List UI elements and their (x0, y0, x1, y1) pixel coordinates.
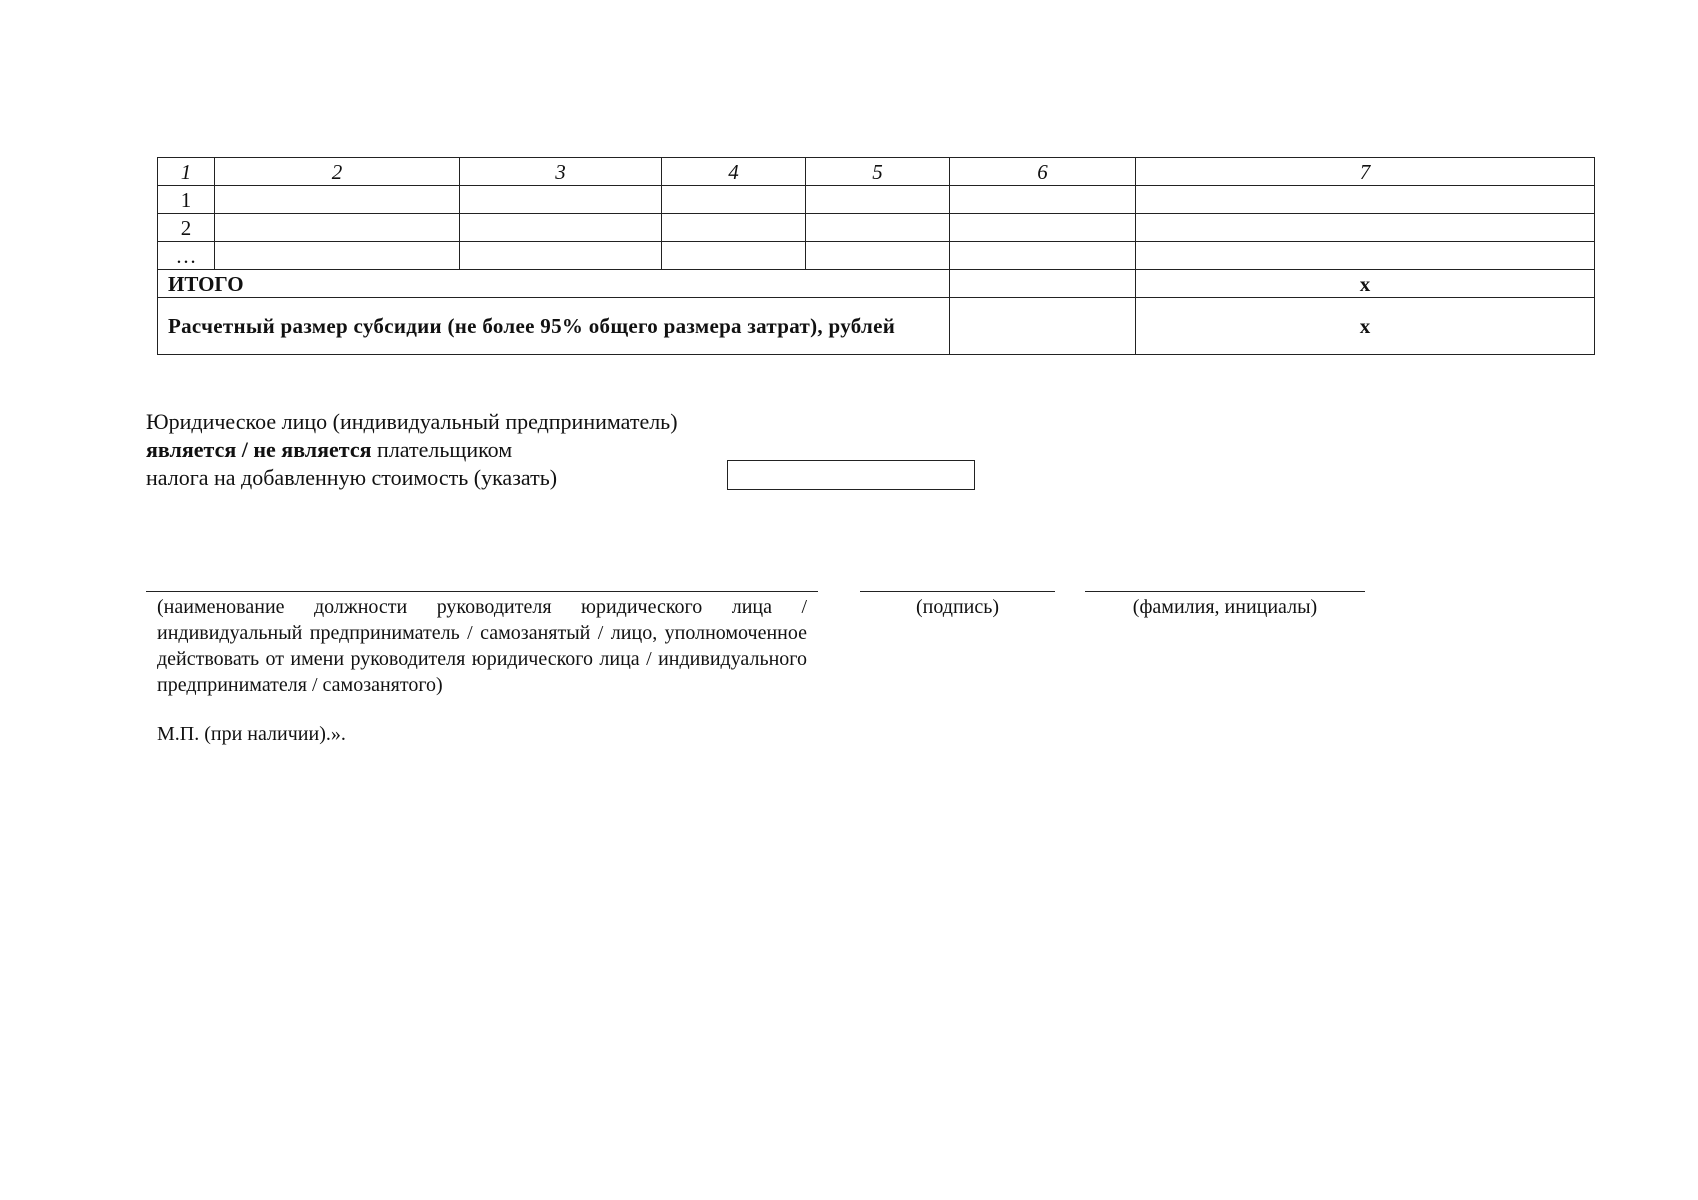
column-number-5: 5 (806, 158, 950, 186)
table-cell (1136, 242, 1595, 270)
table-header-row (158, 158, 1595, 186)
subsidy-row (158, 298, 1595, 355)
name-caption: (фамилия, инициалы) (1132, 596, 1318, 618)
vat-status-rest: плательщиком (371, 437, 513, 462)
table-cell (460, 214, 662, 242)
table-cell (806, 214, 950, 242)
vat-statement (146, 408, 678, 492)
stamp-note: М.П. (при наличии).». (157, 723, 346, 745)
vat-input-box[interactable] (727, 460, 975, 490)
total-row (158, 270, 1595, 298)
subsidy-col7-mark: х (1136, 298, 1595, 355)
table-cell (806, 186, 950, 214)
position-caption: (наименование должности руководителя юридического лица / индивидуальный предприниматель / самозанятый / лицо, уполномоченное действовать от имени руководителя юридического лица / индивидуального предпринимателя / самозанятого) (157, 596, 807, 696)
column-number-1: 1 (158, 158, 215, 186)
name-signature-line (1085, 591, 1365, 592)
table-cell (1136, 214, 1595, 242)
table-cell (1136, 186, 1595, 214)
row-number: 1 (158, 186, 215, 214)
vat-line-2 (146, 436, 678, 464)
table-cell (215, 242, 460, 270)
column-number-6: 6 (950, 158, 1136, 186)
cost-table (157, 157, 1595, 355)
table-cell (460, 242, 662, 270)
table-cell (215, 186, 460, 214)
table-cell (215, 214, 460, 242)
subsidy-label: Расчетный размер субсидии (не более 95% общего размера затрат), рублей (158, 298, 950, 355)
column-number-2: 2 (215, 158, 460, 186)
column-number-4: 4 (662, 158, 806, 186)
table-cell (950, 242, 1136, 270)
vat-status-options: является / не является (146, 437, 372, 462)
table-row (158, 242, 1595, 270)
total-col7-mark: х (1136, 270, 1595, 298)
subsidy-amount-cell (950, 298, 1136, 355)
table-cell (460, 186, 662, 214)
table-row (158, 214, 1595, 242)
table-cell (662, 214, 806, 242)
table-cell (950, 186, 1136, 214)
vat-line-3: налога на добавленную стоимость (указать) (146, 465, 558, 490)
position-signature-line (146, 591, 818, 592)
sign-caption: (подпись) (915, 596, 1000, 618)
column-number-7: 7 (1136, 158, 1595, 186)
vat-line-1: Юридическое лицо (индивидуальный предприниматель) (146, 409, 678, 434)
total-amount-cell (950, 270, 1136, 298)
total-label: ИТОГО (158, 270, 950, 298)
table-cell (806, 242, 950, 270)
signature-line (860, 591, 1055, 592)
column-number-3: 3 (460, 158, 662, 186)
table-cell (950, 214, 1136, 242)
table-cell (662, 242, 806, 270)
table-cell (662, 186, 806, 214)
table-row (158, 186, 1595, 214)
row-number: … (158, 242, 215, 270)
row-number: 2 (158, 214, 215, 242)
